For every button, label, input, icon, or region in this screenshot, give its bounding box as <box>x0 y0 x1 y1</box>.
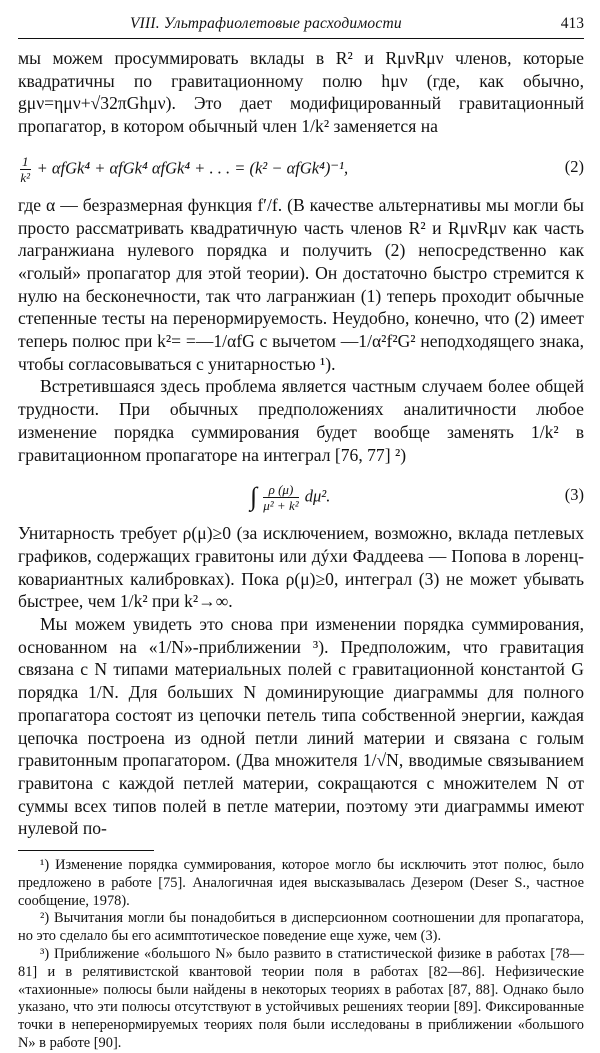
running-title: VIII. Ультрафиолетовые расходимости <box>130 15 402 32</box>
paragraph-3: Встретившаяся здесь проблема является частным случаем более общей трудности. При обычных предположениях аналитичности любое изменение порядка суммирования будет вообще заменять 1/k² в гравитационном пропагаторе на интеграл [76, 77] ²) <box>18 376 584 465</box>
footnote-2: ²) Вычитания могли бы понадобиться в дисперсионном соотношении для пропагатора, но это сделало бы его асимптотическое поведение еще хуже, чем (3). <box>18 910 584 945</box>
equation-3-number: (3) <box>564 485 584 505</box>
differential: dμ². <box>304 486 331 506</box>
footnotes <box>18 857 584 1053</box>
running-header <box>18 12 584 39</box>
integral-sign: ∫ <box>250 482 258 512</box>
footnote-3: ³) Приближение «большого N» было развито в статистической физике в работах [78—81] и в релятивистской квантовой теории поля в работах [82—86]. Нефизические «тахионные» полюсы были найдены в некоторых теориях в работах [87, 88]. Однако было указано, что эти полюсы отсутствуют в устойчивых решениях теории [89]. Фиксированные точки в неперенормируемых теориях поля были исследованы в приближении «большого N» в работе [90]. <box>18 946 584 1052</box>
integrand-fraction: $\frac{\rho (\mu)}{\text{μ² + k²}}$ <box>263 482 299 514</box>
fraction: $\frac{1}{\text{k²}}$ <box>20 153 31 185</box>
equation-2-expression <box>18 154 348 185</box>
equation-2 <box>18 144 584 190</box>
equation-2-terms: + αfGk⁴ + αfGk⁴ αfGk⁴ + . . . = (k² − αfGk⁴)⁻¹, <box>36 158 349 178</box>
main-text <box>18 47 584 840</box>
paragraph-4: Унитарность требует ρ(μ)≥0 (за исключением, возможно, вклада петлевых графиков, содержащих гравитоны или дýхи Фаддеева — Попова в лоренц-ковариантных калибровках). Пока ρ(μ)≥0, интеграл (3) не может убывать быстрее, чем 1/k² при k²→∞. <box>18 523 584 612</box>
footnote-divider <box>18 850 154 851</box>
page-number: 413 <box>560 15 584 32</box>
paragraph-1: мы можем просуммировать вклады в R² и RμνRμν членов, которые квадратичны по гравитационному полю hμν (где, как обычно, gμν=ημν+√32πGhμν). Это дает модифицированный гравитационный пропагатор, в котором обычный член 1/k² заменяется на <box>18 48 584 137</box>
equation-2-number: (2) <box>564 156 584 176</box>
footnote-1: ¹) Изменение порядка суммирования, которое могло бы исключить этот полюс, было предложено в работе [75]. Аналогичная идея высказывалась Дезером (Deser S., частное сообщение, 1978). <box>18 857 584 909</box>
equation-3-expression <box>250 482 330 513</box>
paragraph-2: где α — безразмерная функция f′/f. (В качестве альтернативы мы могли бы просто рассматривать квадратичную часть членов R² и RμνRμν как часть лагранжиана нулевого порядка и получить (2) непосредственно как «голый» пропагатор для этой теории). Он достаточно быстро стремится к нулю на бесконечности, так что лагранжиан (1) теперь проходит обычные степенные тесты на перенормируемость. Неудобно, конечно, что (2) имеет теперь полюс при k²= =—1/αfG с вычетом —1/α²f²G² неподходящего знака, чтобы согласовываться с унитарностью ¹). <box>18 194 584 374</box>
book-page <box>18 12 584 1053</box>
equation-3 <box>18 472 584 518</box>
paragraph-5: Мы можем увидеть это снова при изменении порядка суммирования, основанном на «1/N»-приближении ³). Предположим, что гравитация связана с N типами материальных полей с гравитационной константой G порядка 1/N. Для больших N доминирующие диаграммы для полного пропагатора состоят из цепочки петель типа собственной энергии, каждая цепочка построена из одной петли линий материи и связана с голым гравитонным пропагатором. (Два множителя 1/√N, вводимые связыванием гравитона с каждой петлей материи, сокращаются с множителем N от суммы всех типов полей в петле материи, поэтому эти диаграммы имеют нулевой по- <box>18 614 584 839</box>
